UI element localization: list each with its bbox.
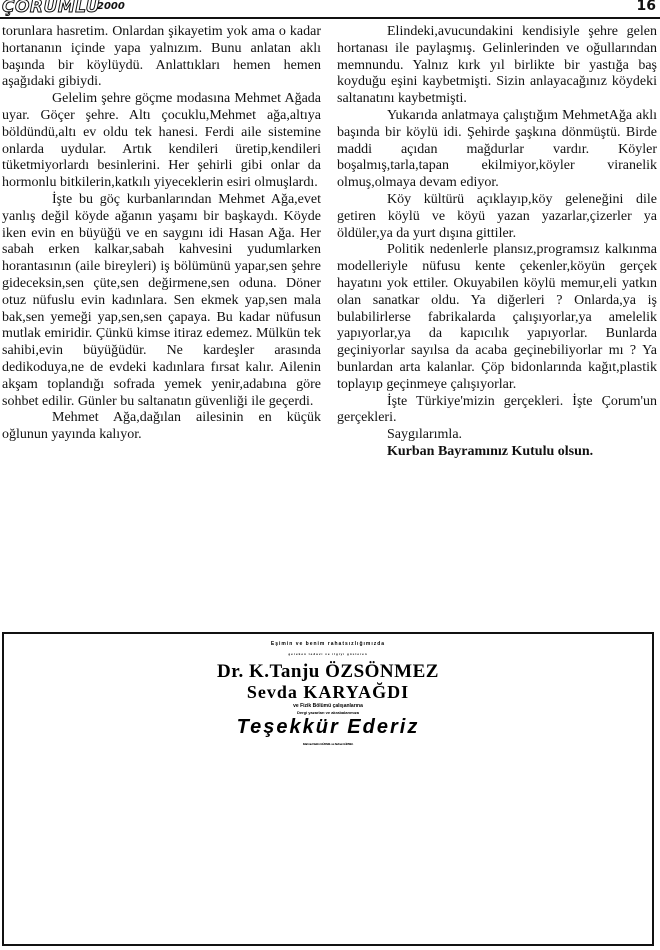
paragraph: Politik nedenlerle plansız,programsız kalkınma modelleriyle nüfusu kente çekenler,köyün gerçek hayatını yok ettiler. Okuyabilen köylü memur,eli yatkın olan sanatkar oldu. Ya diğerleri ? Onlarda,ya iş bulabilirlerse fabrikalarda çalışıyorlar,ya amelelik yapıyorlar,ya da kapıcılık yapıyorlar. Bunlarda geçiniyorlar sayılsa da acaba geçinebiliyorlar mı ? Ya bunlardan arta kalanlar. Çöp bidonlarında kağıt,plastik toplayıp geçinmeye çalışıyorlar. [337, 242, 657, 392]
page-number: 16 [636, 0, 656, 14]
article-right-column [337, 24, 657, 461]
thank-you-advertisement [2, 632, 654, 946]
closing-line: Saygılarımla. [387, 427, 463, 443]
article-left-column [2, 24, 321, 444]
paragraph: Köy kültürü açıklayıp,köy geleneğini dile getiren köylü ve köyü yazan yazarlar,çizerler ya öldüler,ya da yurt dışına gittiler. [337, 191, 657, 241]
doctor-name: Dr. K.Tanju ÖZSÖNMEZ [217, 661, 439, 682]
paragraph: İşte bu göç kurbanlarından Mehmet Ağa,evet yanlış değil köyde ağanın yaşamı bir başkaydı. Köyde iken evin en büyüğü ve en saygını idi Hasan Ağa. Her sabah erken kalkar,sabah kahvesini yudumlarken horantasının (aile bireyleri) iş bölümünü yapar,sen şehre gideceksin,sen çüte,sen değirmene,sen oduna. Döner otuz nüfuslu evin kadınlara. Sen ekmek yap,sen mala bak,sen yemeği yap,sen,sen çapaya. Bu kadar nüfusun mutlak emiridir. Çünkü kimse itiraz edemez. Mülkün tek sahibi,evin büyüğüdür. Ne kardeşler arasında dedikoduya,ne de evdeki kadınlara fırsat kalır. Ailenin akşam toplandığı sofrada yemek yenir,adabına göre sohbet edilir. Günler bu saltanatın güvenliği ile geçerdi. [2, 191, 321, 409]
ad-line: Dergi yazarları ve akrabalarımıza [296, 710, 360, 715]
paragraph: Gelelim şehre göçme modasına Mehmet Ağada uyar. Göçer şehre. Altı çocuklu,Mehmet ağa,altıya böldündü,altı ev oldu tek hanesi. Ferdi aile sistemine onlarda uydular. Artık kendileri üretip,kendileri tüketmiyorlardı besinlerini. Her şehirli gibi onlar da hormonlu bitkilerin,katkılı yiyeceklerin esiri olmuşlardı. [2, 91, 321, 191]
page-header [0, 0, 660, 22]
specialist-name: Sevda KARYAĞDI [246, 682, 410, 702]
thank-you-heading: Teşekkür Ederiz [236, 716, 420, 738]
paragraph: Yukarıda anlatmaya çalıştığım MehmetAğa aklı başında bir köylü idi. Şehirde şaşkına dönmüştü. Birde maddi açıdan mağdurlar vardır. Köyler boşalmış,tarla,tapan ekilmiyor,köyler viranelik olmuş,olmaya devam ediyor. [337, 107, 657, 191]
holiday-greeting: Kurban Bayramınız Kutulu olsun. [387, 443, 594, 459]
paragraph: Mehmet Ağa,dağılan ailesinin en küçük oğlunun yayında kalıyor. [2, 410, 321, 443]
ad-line: Eşimin ve benim rahatsızlığımızda [270, 641, 386, 647]
paragraph: İşte Türkiye'mizin gerçekleri. İşte Çorum'un gerçekleri. [337, 393, 657, 426]
ad-line: gereken tedavi ve ilgiyi gösteren [288, 652, 368, 656]
ad-line: ve Fizik Bölümü çalışanlarına [293, 703, 363, 709]
paragraph: Elindeki,avucundakini kendisiyle şehre gelen hortanası ile paylaşmış. Gelinlerinden ve oğullarından memnundu. Yalnız kırk yıl birlikte bir yastığa baş koyduğu eşini kaybetmişti. Sizin anlayacağınız köydeki saltanatını kaybetmişti. [337, 24, 657, 107]
header-rule [0, 17, 660, 19]
newspaper-logo: ÇORUMLU [2, 0, 100, 17]
ad-signature: Mahmut Selim GÜRSEL ve Selma GÜRSEL [302, 742, 354, 746]
paragraph: torunlara hasretim. Onlardan şikayetim yok ama o kadar hortananın içinde yapa yalnızım. Bunu anlatan aklı başında bir köylüydü. Anlattıkları hemen hemen aşağıdaki gibiydi. [2, 24, 321, 90]
issue-year: 2000 [97, 1, 125, 12]
